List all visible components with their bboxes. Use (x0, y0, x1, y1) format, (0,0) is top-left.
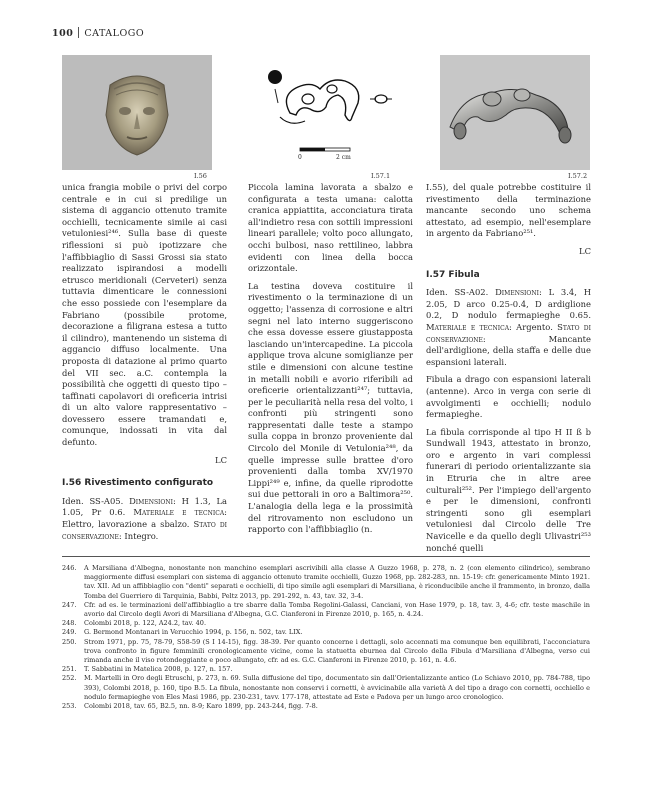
paragraph: unica frangia mobile o privi del corpo centrale e in cui si predilige un sistema di aggancio ottenuto tramite occhielli, tecnicamente simile ai casi vetuloniesi²⁴⁶. Sulla base di queste riflessioni si può ipotizzare che l'affibbiaglio di Sassi Grossi sia stato realizzato ispirandosi a modelli etrusco meridionali (Cerveteri) senza tuttavia dimenticare le connessioni che esso possiede con l'esemplare da Fabriano (possibile protome, decorazione a filigrana estesa a tutto il cilindro), mantenendo un sistema di aggancio diffuso localmente. Una proposta di datazione al primo quarto del VII sec. a.C. contempla la possibilità che oggetti di questo tipo – taffinati capolavori di oreficeria intrisi di un alto valore rappresentativo – dovessero essere tramandati e, comunque, indossati in vita dal defunto. (62, 182, 227, 448)
footnote: 251. T. Sabbatini in Matelica 2008, p. 127, n. 157. (62, 665, 233, 674)
paragraph: Piccola lamina lavorata a sbalzo e configurata a testa umana: calotta cranica appiattita, acconciatura tirata all'indietro resa con sottili impressioni lineari parallele; volto poco allungato, occhi bulbosi, naso rettilineo, labbra evidenti con linea della bocca orizzontale. (248, 182, 413, 274)
scale-label: 2 cm (336, 154, 351, 161)
section-title: CATALOGO (84, 28, 145, 39)
paragraph: La fibula corrisponde al tipo H II ß b Sundwall 1943, attestato in bronzo, oro e argento in vari complessi funerari di periodo orientalizzante sia in Etruria che in altre aree culturali²⁵². Per l'impiego dell'argento e per le dimensioni, confronti stringenti sono gli esemplari vetuloniesi dal Circolo delle Tre Navicelle e da quello degli Ulivastri²⁵³ nonché quelli (426, 426, 591, 553)
entry-heading: I.57 Fibula (426, 269, 480, 280)
running-header (52, 27, 144, 39)
footnote: 250. Strom 1971, pp. 75, 78-79, S58-59 (S I 14-15), figg. 38-39. Per quanto concerne i dettagli, solo accennati ma comunque ben equilibrati, l'acconciatura trova confronto in figure femminili cronologicamente vicine, come la statuetta eburnea dal Circolo della Fibula d'Marsiliana d'Albegna, verso cui rimanda anche il viso rotondeggiante e poco allungato, cfr. ad es. G.C. Cianferoni in Firenze 2010, p. 161, n. 4.6. (62, 637, 590, 665)
text-column-1 (62, 182, 227, 548)
figure-caption: I.57.2 (568, 172, 588, 180)
footnote: 247. Cfr. ad es. le terminazioni dell'affibbiaglio a tre sbarre dalla Tomba Regolini-Galassi, Canciani, von Hase 1979, p. 18, tav. 3, 4-6; cfr. teste maschile in avorio dal Circolo degli Avori di Marsiliana d'Albegna, G.C. Cianferoni in Firenze 2010, p. 165, n. 4.24. (62, 600, 590, 619)
footnote: 246. A Marsiliana d'Albegna, nonostante non manchino esemplari ascrivibili alla classe A Guzzo 1968, p. 278, n. 2 (con elemento cilindrico), sembrano maggiormente diffusi esemplari con sistema di aggancio ottenuto tramite occhielli, Guzzo 1968, pp. 282-283, nn. 15-19: cfr. genericamente Minto 1921. tav. XII. Ad un affibbiaglio con "denti" separati e occhielli, di tipo simile agli esemplari di Marsiliana, è riconducibile anche il frammento, in bronzo, dalla Tomba del Guerriero di Tarquinia, Babbi, Peltz 2013, pp. 291-292, n. 43, tav. 32, 3-4. (62, 564, 590, 600)
paragraph: Fibula a drago con espansioni laterali (antenne). Arco in verga con serie di avvolgimenti e occhielli; nodulo fermapieghe. (426, 374, 591, 420)
author-initials: LC (215, 454, 227, 465)
figure-caption: I.57.1 (371, 172, 391, 180)
entry-description: Iden. SS-A02. Dimensioni: L 3.4, H 2.05, D arco 0.25-0.4, D ardiglione 0.2, D nodulo fermapieghe 0.65. Materiale e tecnica: Argento. Stato di conservazione: Mancante dell'ardiglione, della staffa e delle due espansioni laterali. (426, 287, 592, 367)
text-column-3 (426, 182, 591, 560)
footnotes (62, 564, 590, 711)
photo-fibula (440, 55, 590, 170)
paragraph: I.55), del quale potrebbe costituire il rivestimento della terminazione mancante secondo uno schema attestato, ad esempio, nell'esemplare in argento da Fabriano²⁵¹. (426, 182, 591, 239)
header-divider (78, 27, 79, 38)
figure-caption: I.56 (194, 172, 207, 180)
footnote: 248. Colombi 2018, p. 122, A24.2, tav. 40. (62, 619, 207, 628)
author-initials: LC (579, 245, 591, 256)
paragraph: La testina doveva costituire il rivestimento o la terminazione di un oggetto; l'assenza di corrosione e altri segni nel lato interno suggeriscono che essa dovesse essere giustapposta lasciando un'intercapedine. La piccola applique trova alcune somiglianze per stile e dimensioni con alcune testine in metalli nobili e avorio riferibili ad oreficerie orientalizzanti²⁴⁷; tuttavia, per le peculiarità nella resa del volto, i confronti più stringenti sono rappresentati dalle teste a stampo sulla coppa in bronzo proveniente dal Circolo del Monile di Vetulonia²⁴⁸, da quelle impresse sulle brattee d'oro provenienti dalla tomba XV/1970 Lippi²⁴⁹ e, infine, da quelle riprodotte sui due pettorali in oro a Baltimora²⁵⁰. L'analogia della lega e la prossimità del ritrovamento non escludono un rapporto con l'affibbiaglio (n. (248, 280, 413, 535)
footnote: 249. G. Bermond Montanari in Verucchio 1994, p. 156, n. 502, tav. LIX. (62, 628, 303, 637)
footnote: 253. Colombi 2018, tav. 65, B2.5, nn. 8-9; Karo 1899, pp. 243-244, figg. 7-8. (62, 702, 318, 711)
footnote-divider (62, 556, 590, 557)
entry-description: Iden. SS-A05. Dimensioni: H 1.3, La 1.05, Pr 0.6. Materiale e tecnica: Elettro, lavorazione a sbalzo. Stato di conservazione: Integro. (62, 495, 227, 541)
drawing-fibula (250, 55, 400, 170)
text-column-2 (248, 182, 413, 542)
scale-zero: 0 (298, 154, 302, 161)
footnote: 252. M. Martelli in Oro degli Etruschi, p. 273, n. 69. Sulla diffusione del tipo, documentato sin dall'Orientalizzante antico (Lo Schiavo 2010, pp. 784-788, tipo 393), Colombi 2018, p. 160, tipo B.5. La fibula, nonostante non conservi i cornetti, è avvicinabile alla varietà A del tipo a drago con cornetti, occhiello e nodulo fermapieghe von Eles Masi 1986, pp. 230-231, tavv. 177-178, attestate ad Este e Padova per un lungo arco cronologico. (62, 674, 590, 701)
page-number: 100 (52, 28, 74, 39)
entry-heading: I.56 Rivestimento configurato (62, 478, 214, 489)
photo-head-applique (62, 55, 212, 170)
